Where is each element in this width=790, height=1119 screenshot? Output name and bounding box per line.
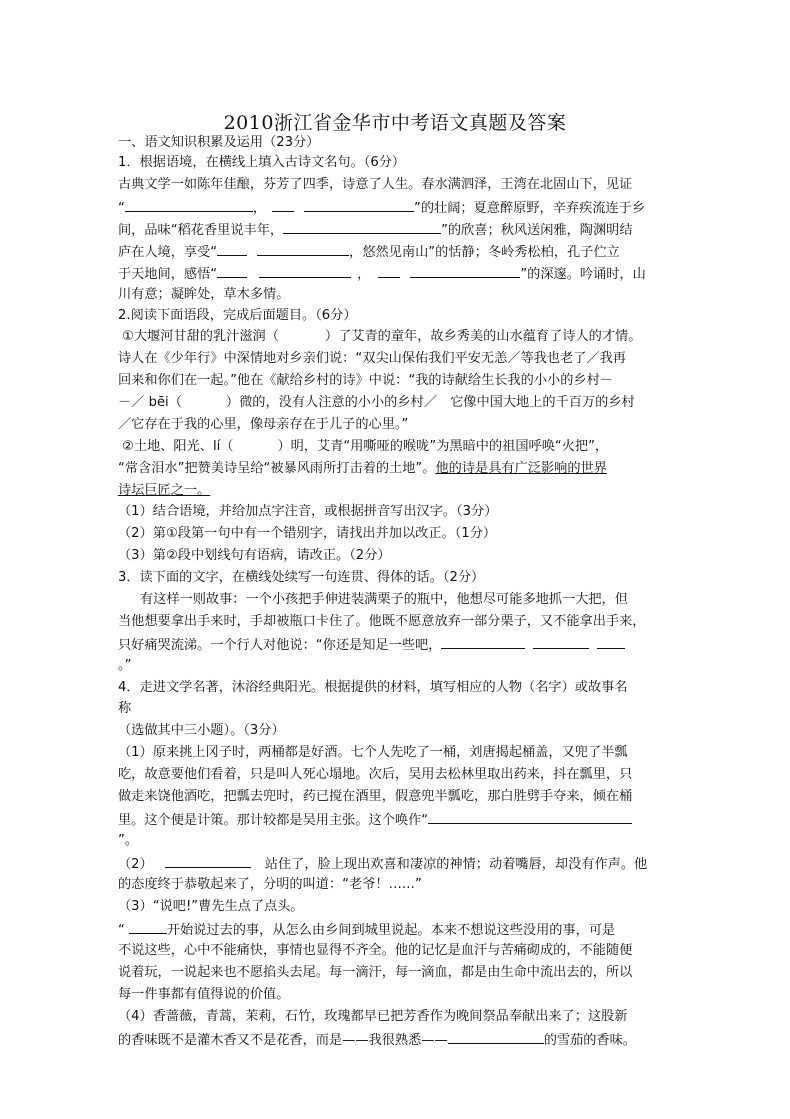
question-4-line: 每一件事都有值得说的价值。 xyxy=(118,987,290,1002)
question-4-line: 吃，故意要他们看着，只是叫人死心塌地。次后，吴用去松林里取出药来，抖在瓢里，只 xyxy=(118,767,633,782)
section-heading: 一、语文知识积累及运用（23分） xyxy=(118,135,320,150)
question-3-line: 当他想要拿出手来时，手却被瓶口卡住了。他既不愿意放弃一部分栗子，又不能拿出手来， xyxy=(118,614,646,629)
text: －／ bēi（ xyxy=(118,395,182,410)
answer-blank[interactable] xyxy=(448,1030,544,1044)
text: 的香味既不是灌木香又不是花香，而是——我很熟悉—— xyxy=(118,1033,448,1048)
text: “ xyxy=(118,201,125,216)
question-3-line: 。” xyxy=(118,658,132,673)
question-4-line: 说着玩，一说起来也不愿掐头去尾。每一滴汗，每一滴血，都是由生命中流出去的，所以 xyxy=(118,965,633,980)
question-3-heading: 3．读下面的文字，在横线处续写一句连贯、得体的话。（2分） xyxy=(118,570,485,585)
sub-question: （3）第②段中划线句有语病，请改正。（2分） xyxy=(118,548,391,563)
question-4-line: ”。 xyxy=(118,833,139,848)
answer-blank[interactable] xyxy=(378,264,400,278)
question-1-line xyxy=(118,242,620,262)
text: ①大堰河甘甜的乳汁滋润（ xyxy=(122,329,279,344)
question-2-line: 诗人在《少年行》中深情地对乡亲们说：“双尖山保佑我们平安无恙／等我也老了／我再 xyxy=(118,351,626,366)
question-2-heading: 2.阅读下面语段，完成后面题目。（6分） xyxy=(118,308,357,323)
answer-blank[interactable] xyxy=(410,264,520,278)
question-2-line: ／它存在于我的心里，像母亲存在于儿子的心里。” xyxy=(118,417,409,432)
question-4-line: （1）原来挑上冈子时，两桶都是好酒。七个人先吃了一桶，刘唐揭起桶盖，又兜了半瓢 xyxy=(118,745,628,760)
question-4-line xyxy=(118,1030,636,1050)
text: ， xyxy=(357,267,371,282)
question-1-heading: 1．根据语境，在横线上填入古诗文名句。（6分） xyxy=(118,155,406,170)
answer-blank[interactable] xyxy=(428,810,632,824)
question-4-line: （3）“说吧!”曹先生点了点头。 xyxy=(118,899,304,914)
underlined-sentence: 诗坛巨匠之一。 xyxy=(118,483,211,498)
question-4-heading: （选做其中三小题）。（3分） xyxy=(118,723,285,738)
question-4-line: 不说这些，心中不能痛快，事情也显得不齐全。他的记忆是血汗与苦痛砌成的，不能随便 xyxy=(118,943,633,958)
sub-question: （2）第①段第一句中有一个错别字，请找出并加以改正。（1分） xyxy=(118,526,497,541)
text: “ xyxy=(118,923,125,938)
text: ，悠然见南山”的恬静；冬岭秀松柏，孔子伫立 xyxy=(349,245,620,260)
question-4-line: （4）香蔷薇，青蒿，茉莉，石竹，玫瑰都早已把芳香作为晚间祭品奉献出来了；这股新 xyxy=(118,1009,628,1024)
question-4-line: 的态度终于恭敬起来了，分明的叫道：“老爷！……” xyxy=(118,877,422,892)
answer-blank[interactable] xyxy=(125,198,253,212)
question-2-line xyxy=(122,328,641,346)
question-4-line: 做走来饶他酒吃，把瓢去兜时，药已搅在酒里，假意兜半瓢吃，那白胜劈手夺来，倾在桶 xyxy=(118,789,633,804)
text: 于天地间，感悟“ xyxy=(118,267,218,282)
question-3-line: 有这样一则故事：一个小孩把手伸进装满栗子的瓶中，他想尽可能多地抓一大把，但 xyxy=(140,592,628,607)
answer-blank[interactable] xyxy=(165,854,251,868)
answer-blank[interactable] xyxy=(597,635,625,649)
page-title: 2010浙江省金华市中考语文真题及答案 xyxy=(223,112,567,134)
question-1-line: 川有意；凝眸处，草木多情。 xyxy=(118,287,290,302)
text: 只好痛哭流涕。一个行人对他说：“你还是知足一些吧， xyxy=(118,638,442,653)
answer-blank[interactable] xyxy=(259,264,351,278)
text: ）明，艾青“用嘶哑的喉咙”为黑暗中的祖国呼唤“火把”， xyxy=(277,439,609,454)
text: ”的壮阔；夏意醉原野，辛弃疾流连于乡 xyxy=(414,201,646,216)
question-1-line xyxy=(118,220,633,240)
answer-blank[interactable] xyxy=(272,198,294,212)
text: 庐在人境，享受“ xyxy=(118,245,218,260)
question-4-line xyxy=(118,920,615,940)
answer-blank[interactable] xyxy=(129,920,167,934)
text: 站住了，脸上现出欢喜和凄凉的神情；动着嘴唇，却没有作声。他 xyxy=(264,857,648,872)
underlined-sentence: 他的诗是具有广泛影响的世界 xyxy=(435,461,607,476)
text: 的雪茄的香味。 xyxy=(543,1033,636,1048)
answer-blank[interactable] xyxy=(257,242,349,256)
text: ）微的，没有人注意的小小的乡村／ 它像中国大地上的千百万的乡村 xyxy=(225,395,635,410)
sub-question: （1）结合语境，并给加点字注音，或根据拼音写出汉字。（3分） xyxy=(118,504,498,519)
question-2-line xyxy=(122,438,608,456)
text: ）了艾青的童年，故乡秀美的山水蕴育了诗人的才情。 xyxy=(324,329,642,344)
question-2-line xyxy=(118,394,635,412)
answer-blank[interactable] xyxy=(217,264,247,278)
text: 里。这个便是计策。那计较都是吴用主张。这个唤作“ xyxy=(118,813,429,828)
answer-blank[interactable] xyxy=(304,198,414,212)
question-4-line xyxy=(118,810,632,830)
question-4-heading: 称 xyxy=(118,701,132,716)
question-4-heading: 4．走进文学名著，沐浴经典阳光。根据提供的材料，填写相应的人物（名字）或故事名 xyxy=(118,680,628,695)
question-3-line xyxy=(118,635,625,655)
text: ②土地、阳光、lí（ xyxy=(122,439,234,454)
question-1-line: 古典文学一如陈年佳酿，芬芳了四季，诗意了人生。春水满泗泽，王湾在北固山下，见证 xyxy=(118,177,633,192)
text: 开始说过去的事，从怎么由乡间到城里说起。本来不想说这些没用的事，可是 xyxy=(166,923,616,938)
question-1-line xyxy=(118,198,645,218)
answer-blank[interactable] xyxy=(441,635,525,649)
answer-blank[interactable] xyxy=(533,635,589,649)
question-4-line xyxy=(118,854,647,874)
question-1-line xyxy=(118,264,646,284)
text: ， xyxy=(252,201,267,216)
text: ”的欣喜；秋风送闲雅，陶渊明结 xyxy=(441,223,633,238)
text: 间，品味“稻花香里说丰年， xyxy=(118,223,284,238)
answer-blank[interactable] xyxy=(217,242,247,256)
text: （2） xyxy=(118,857,153,872)
answer-blank[interactable] xyxy=(283,220,441,234)
text: “常含泪水”把赞美诗呈给“被暴风雨所打击着的土地”。 xyxy=(118,461,436,476)
question-2-line xyxy=(118,460,607,478)
text: ”的深邃。吟诵时，山 xyxy=(520,267,646,282)
question-2-line: 回来和你们在一起。”他在《献给乡村的诗》中说：“我的诗献给生长我的小小的乡村－ xyxy=(118,373,613,388)
